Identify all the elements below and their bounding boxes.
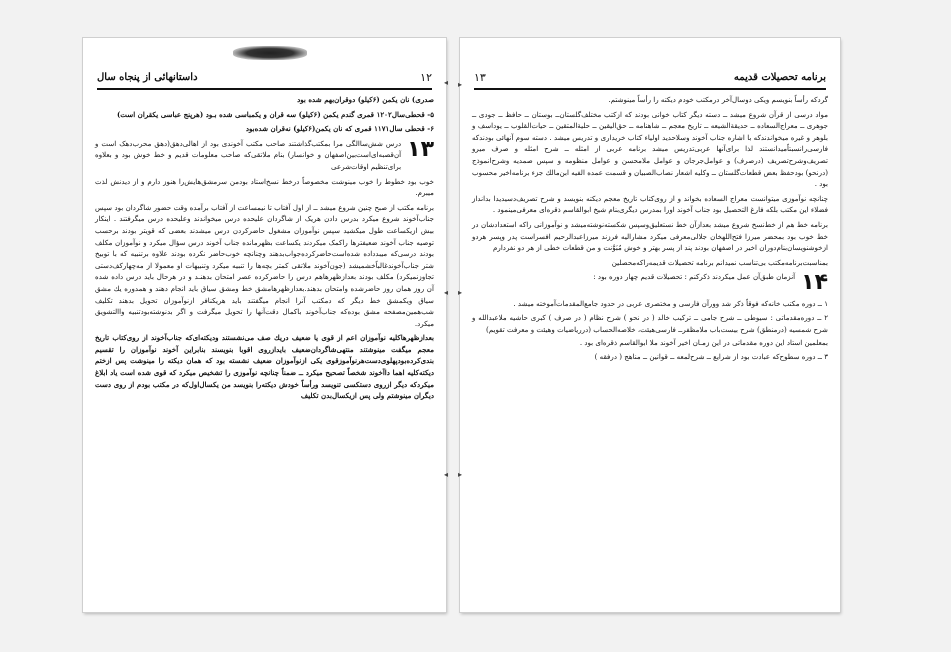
right-page [460, 38, 840, 612]
left-page [83, 38, 446, 612]
margin-mark: ▸ [458, 288, 463, 297]
left-running-title: داستانهائی از پنجاه سال [97, 71, 198, 83]
paragraph: ۶- قحطی سال۱۱۷۱ قمری که نان یکمن(۶کیلو) نه‌قران شده‌بود [245, 124, 434, 134]
section-14 [472, 271, 828, 295]
paragraph: گردکه رأساً بنویسم ویکی دوسال‌آخر درمکتب خودم دیکته را رأساً مینوشتم. [608, 95, 828, 104]
course-list [472, 298, 828, 362]
paragraph: برنامه مکتب از صبح چنین شروع میشد ــ از اول آفتاب تا نیمساعت از آفتاب برآمده وقت حضور شاگردان بود سپس جناب‌آخوند شروع میکرد بدرس دادن هریک از شاگردان علیحده درس میخواندند وعلیحده درس میگرفتند . اینکار بیش ازیکساعت طول میکشید سپس نوآموزان مشغول حاضرکردن درس میشدند بعضی که قویتر بودند برحسب توصیه جناب آخوند ضعیفترها راکمک میکردند یکساعت بظهرمانده جناب آخوند درس سؤال میکرد و نوآموزان مکلف بودند درسی‌که میبدداده شده‌است‌حاضرکرده‌جواب‌بدهند وچنانچه خوب‌حاضر نکرده بودند علاوه برتنبیه که با توبیخ‌ شتر جناب‌آخوندغالباً‌خشمیشد (جون‌آخوند ملاتقی کمتر بچه‌ها را تنبیه میکرد وتنبیهات او معمولا از مه‌چهار‌کف‌دستی تجاوزنمیکرد) مکلف بودند بعدازظهرهاهم درس را حاضرکرده عصر امتحان بدهنـد و در هرحال باید درس داده شده آن روز همان روز حاضرشده وامتحان بدهند.بعدازظهرهامشق خط ومشق سیاق باید انجام دهند و همدوره یك مشق سیاق ویكمشق خط دیگر كه دمکتب آنرا انجام میگفتند باید هریکنافر ازنوآموزان تحویل بدهند تکلیف شب‌همین‌مصفحه مشق بوده‌که جناب‌آخوند باکمال دقت‌آنها را تحویل میگرفت و اگر بدنوشته‌بودتنبیه واالتشویق میکرد. [95, 202, 434, 328]
margin-mark: ◂ [443, 470, 448, 479]
margin-mark: ◂ [443, 288, 448, 297]
section-text: درس شش‌ساالگی مرا بمکتب‌گذاشتند صاحب مکتب آخوندی بود از اهالی‌دهق(دهق‌ محرب‌دهک است و آن‌قصبه‌ای‌است‌بین‌اصفهان و خوانسار) بنام ملاتقی‌که صاحب معلومات قدیم و خط خوش بود و بعلاوه برای‌تنظیم اوقات‌شرعی [95, 138, 402, 171]
right-page-header [474, 66, 826, 90]
list-item: ۳ ــ دوره سطوح‌که عبادت بود از شرایع ــ شرح‌لمعه ــ قوانین ــ مناهج ( درفقه ) [594, 351, 828, 361]
right-running-title: برنامه تحصیلات قدیمه [733, 71, 826, 83]
margin-mark: ▸ [458, 80, 463, 89]
paragraph: ۵- قحطی‌سال۱۲۰۲ قمری گندم یکمن (۶کیلو) سه قران و یکمباسی شده بـود (هرپنج عباسی یکقران است) [116, 109, 434, 119]
paragraph: برنامه خط هم از خط‌نسخ شروع میشد بعدازآن خط نستعلیق‌وسپس شکسته‌نوشته‌میشد و نوآموزانی راکه استعدادشان در خط خوب بود بمحضر میرزا فتح‌اللهخان جلالی‌معرفی میکرد مشارالیه فرزند میرزاعبدالرحیم افسر‌است‌ پدر وپسر هردو ازخوشنویسان‌بنام‌دوران اخیر در اصفهان بودند پند از پسر بهتر و خوش مُبَوَّنت و من قطعات خطی از هر دو نفردارم [472, 219, 828, 253]
section-13 [95, 138, 434, 173]
left-page-number: ۱۲ [420, 70, 432, 84]
right-page-body [472, 94, 828, 606]
left-page-header [97, 66, 432, 90]
paragraph: چنانچه نوآموزی میتوانست معراج السعاده بخواند و از روی‌کتاب تاریخ معجم دیکته بنویسد و شرح تصریف‌دسیدیدا بدانداز فضلاء این مکتب بلکه فارغ التحصیل بود جناب آخوند اورا بمدرس دیگری‌بنام شیخ ابوالقاسم ذقره‌ای معرفی‌مینمود . [472, 193, 828, 215]
list-item: ۱ ــ دوره مکتب خانه‌که فوقاً ذکر شد وورآن فارسی و مختصری عربی در حدود جامع‌المقدمات‌آموخته میشد . [513, 299, 828, 309]
section-number: ۱۴ [801, 270, 828, 296]
paragraph: خوب بود خطوط را خوب مینوشت مخصوصاً درخط نسخ‌استاد بودمن سرمشق‌هایش‌را هنوز دارم و از دیدنش لذت میبرم. [95, 176, 434, 198]
left-page-body [95, 94, 434, 606]
section-text: آنزمان طبق‌آن عمل میکردند ذکرکنم : تحصیلات قدیم چهار دوره بود : [593, 272, 796, 282]
margin-mark: ▸ [458, 470, 463, 479]
paragraph: مواد درسی از قرآن شروع میشد ــ دسته دیگر کتاب خوانی بودند که ازکتب مختلف‌گلستان‌ــ بوستان ــ حافظ ــ جودی ــ جوهری ــ معراج‌السعاده ــ حدیقةالشیعه ــ تاریخ معجم‌ ــ شاهنامه ــ حق‌الیقین ــ حلیةالمتقین ــ حیات‌القلوب ــ یوداسف و بلوهر و غیره میخواندند‌که با اشاره جناب آخوند وسلاحدید اولیاء کتاب خریداری و تدریس میشد . دسته سوم آنهائی بودند‌که فارسی‌را‌نسبتاً‌میدا‌نستند لذا برای‌آنها عربی‌تدریس میشد برنامه عربی از امثله ــ شرح امثله و صرف میرو تصریف‌وشرح‌تصریف (درصرف) و عوامل‌جرجان و عوامل ملامحسن و عوامل منظومه و سپس صمدیه وشرح‌انموذج (درنحو) بودحفظ بعض قطعات‌گلستان ــ وکلیه اشعار نصاب‌الصبیان و قسمت عمده الفیه ابن‌مالك جزء برنامه‌اخیر محسوب بود . [472, 109, 828, 189]
paragraph: بعدازظهرهاکلیه نوآموزان اعم از قوی یا ضعیف دریك صف می‌نشستند ودیکته‌ای‌که جناب‌آخوند از روی‌کتاب تاریخ معجم میگفت مینوشتند منتهی‌شاگردان‌ضعیف بایدازروی اقوبا بنویسند بنابراین آخوند نوآموزان را تقسیم بندی‌کرده‌بودپهلوی‌دست‌هر‌نوآموزقوی یکی ازنوآموزان ضعیف نشسته بود که همان دیکته را مینوشت پس ازختم دیکته‌کلیه اهما دا‌آخوند شخصاً تصحیح میکرد ــ ضمناً چنانچه نوآموزی را تشخیص میکرد که قوی شده است یاد ابلاغ میکرد‌که دیگر ازروی دستکسی تنویسد ورأساً خودش دیکته‌را بنویسد من یکسال‌اول‌که در مکتب بودم از روی دست دیگران مینوشتم ولی پس ازیکسال‌بدن تکلیف [95, 333, 434, 401]
margin-mark: ◂ [443, 78, 448, 87]
paragraph: بمناسبت‌برنامه‌مکتب بی‌تناسب نمیدانم برنامه تحصیلات قدیمه‌راکه‌محصلین [611, 257, 828, 267]
list-item: ۲ ــ دوره‌مقدماتی : سیوطی ــ شرح جامی ــ ترکیب خالد ( در نحو ) شرح نظام ( در صرف ) کبری حاشیه ملاعبدالله و شرح شمسیه (درمنطق) شرح بیست‌باب ملامظفرــ فارسی‌هیئت، خلاصه‌الحساب (درریاضیات وهیئت و معرفت تقویم) [472, 312, 828, 334]
section-number: ۱۳ [407, 136, 434, 162]
right-page-number: ۱۳ [474, 70, 486, 84]
paragraph: صدری) نان یکمن (۶کیلو) دوقران‌بهم شده بود [297, 95, 434, 104]
ink-smudge [233, 46, 307, 60]
list-item: بمعلمین استاد این دوره مقدماتی در این زمـان اخیر آخوند ملا ابوالقاسم ذقره‌ای بود . [579, 338, 828, 348]
